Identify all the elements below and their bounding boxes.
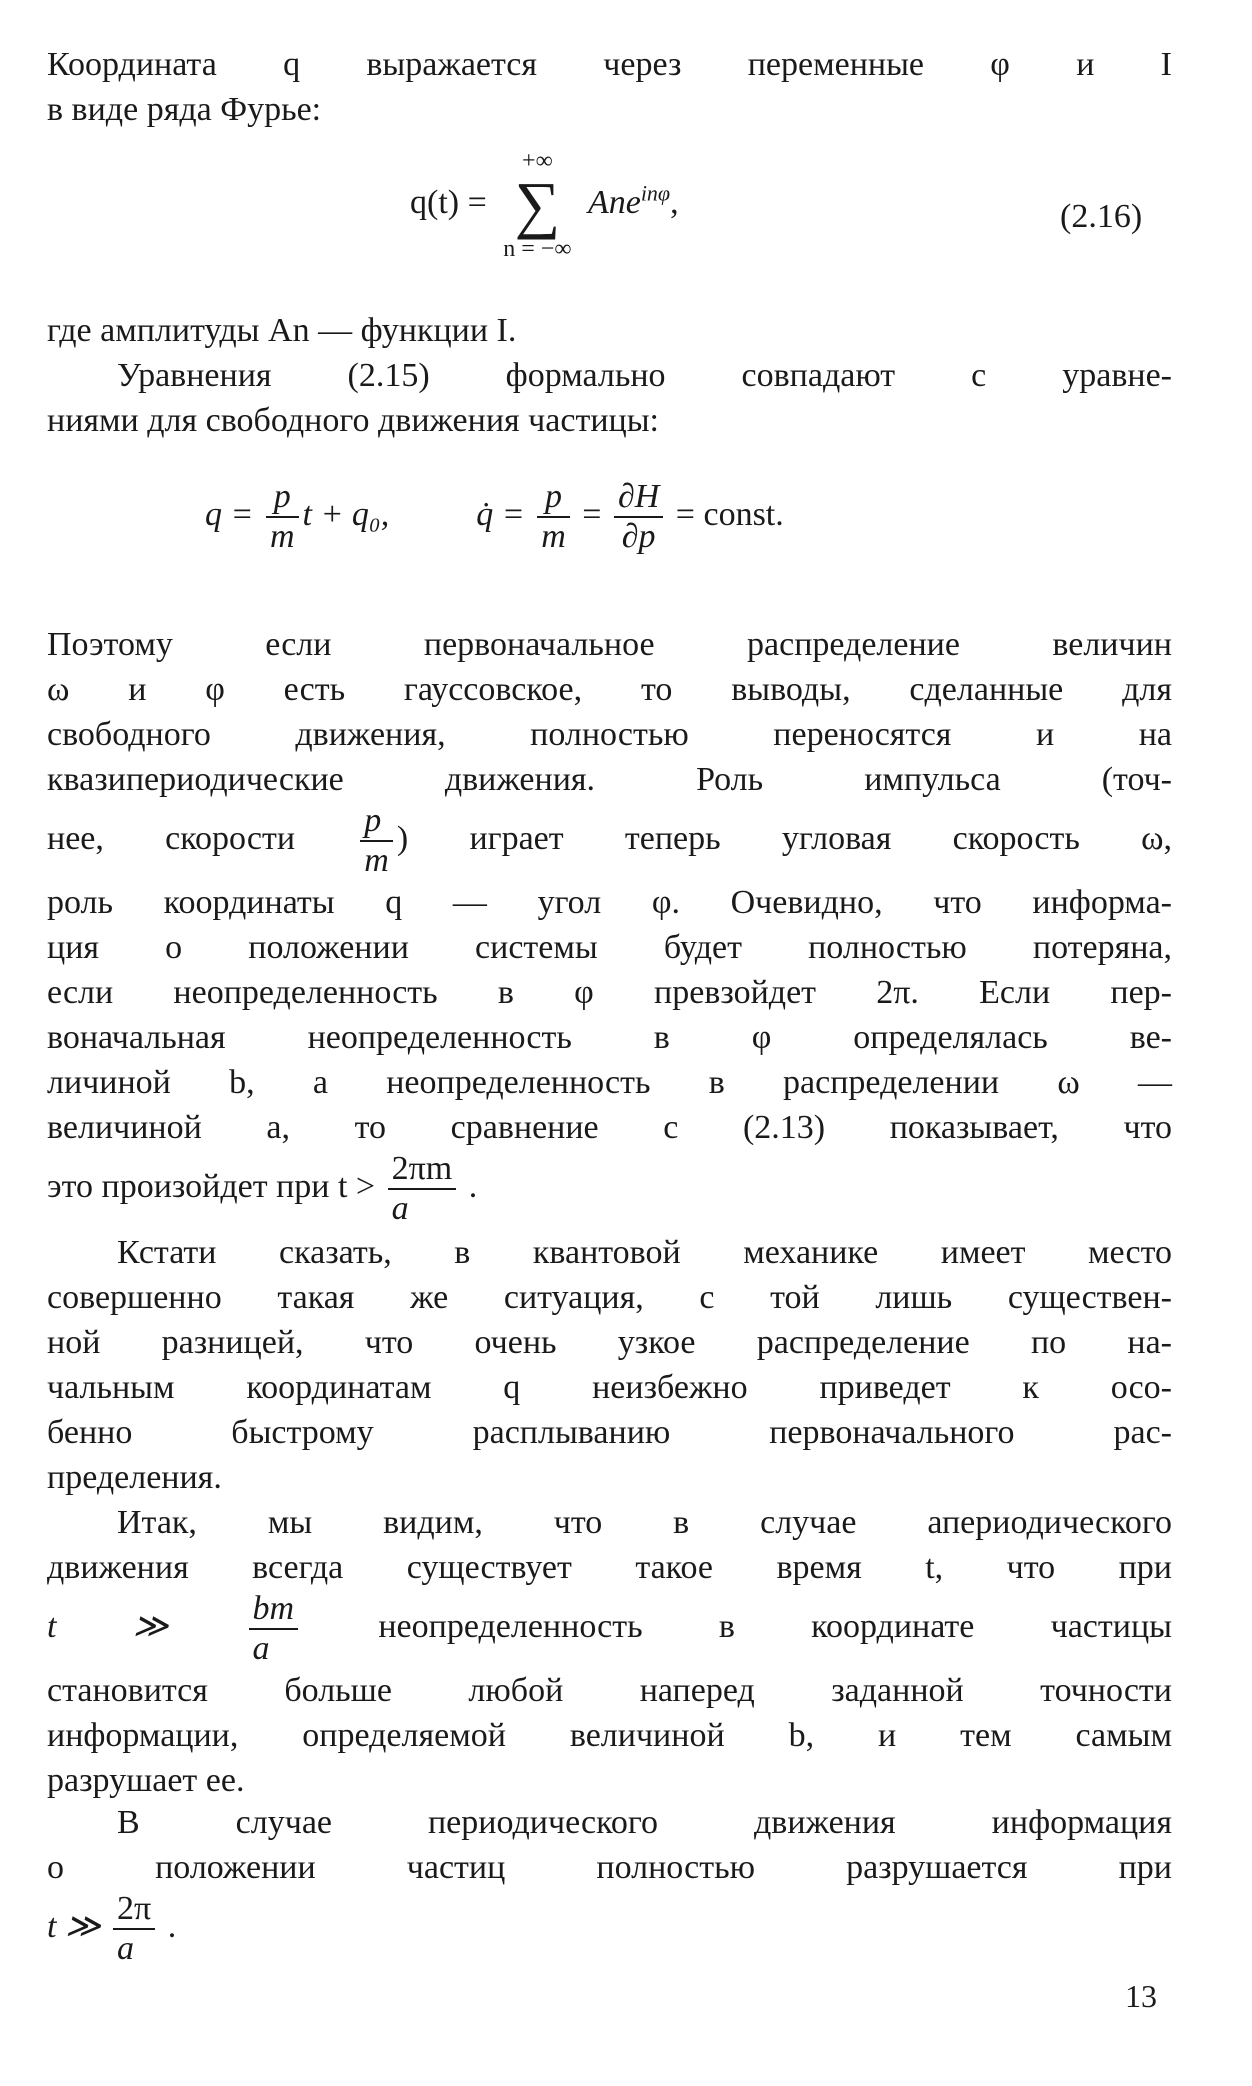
paragraph-quantum — [47, 1230, 1172, 1500]
text-line: роль координаты q — угол φ. Очевидно, что информа- — [47, 884, 1172, 921]
text-line: бенно быстрому расплыванию первоначального рас- — [47, 1414, 1172, 1451]
paragraph-aperiodic — [47, 1500, 1172, 1803]
text-line: t ≫ $\frac{2\pi}{a}$ . — [47, 1890, 177, 1967]
fraction: $\frac{p}{m}$ — [266, 478, 299, 556]
equation-label: (2.16) — [1060, 198, 1143, 235]
eq-part: = const. — [675, 495, 784, 533]
text-line: воначальная неопределенность в φ определялась ве- — [47, 1019, 1172, 1056]
eq-part: q = — [205, 495, 254, 533]
eq-comma: , — [670, 183, 679, 221]
paragraph-gaussian — [47, 622, 1172, 1228]
page-number: 13 — [1125, 1978, 1157, 2014]
eq-term: Ane — [587, 183, 641, 221]
text-line: о положении частиц полностью разрушается при — [47, 1849, 1172, 1886]
text-line: ной разницей, что очень узкое распределение по на- — [47, 1324, 1172, 1361]
text-line: нее, скорости $\frac{p}{m}$ ) играет теперь угловая скорость ω, — [47, 802, 1172, 879]
text-line: совершенно такая же ситуация, с той лишь существен- — [47, 1279, 1172, 1316]
text-line: Координата q выражается через переменные φ и I — [47, 46, 1172, 83]
sum-lower-limit: n = −∞ — [503, 236, 572, 262]
text-line: В случае периодического движения информация — [117, 1804, 1172, 1841]
text-line: чальным координатам q неизбежно приведет к осо- — [47, 1369, 1172, 1406]
fraction: $\frac{2\pi m}{a}$ — [388, 1150, 457, 1228]
text-line: в виде ряда Фурье: — [47, 91, 322, 128]
text-line: ω и φ есть гауссовское, то выводы, сделанные для — [47, 671, 1172, 708]
text-line: это произойдет при t > $\frac{2\pi m}{a}$ . — [47, 1150, 478, 1227]
text-line: где амплитуды An — функции I. — [47, 312, 517, 349]
eq-part: q̇ = — [476, 495, 525, 533]
text-line: t ≫ $\frac{bm}{a}$ неопределенность в координате частицы — [47, 1590, 1172, 1667]
fraction: $\frac{p}{m}$ — [537, 478, 570, 556]
eq-part: = — [582, 495, 602, 533]
eq-lhs: q(t) = — [410, 183, 487, 221]
equation-free-motion — [205, 478, 784, 556]
text-line: если неопределенность в φ превзойдет 2π. Если пер- — [47, 974, 1172, 1011]
eq-exponent: inφ — [640, 180, 671, 206]
text-line: величиной a, то сравнение с (2.13) показывает, что — [47, 1109, 1172, 1146]
text-line: становится больше любой наперед заданной точности — [47, 1672, 1172, 1709]
text-line: движения всегда существует такое время t, что при — [47, 1549, 1172, 1586]
text-line: ниями для свободного движения частицы: — [47, 402, 659, 439]
text-line: ция о положении системы будет полностью потеряна, — [47, 929, 1172, 966]
text-line: свободного движения, полностью переносятся и на — [47, 716, 1172, 753]
text-line: Уравнения (2.15) формально совпадают с уравне- — [117, 357, 1172, 394]
text-line: Итак, мы видим, что в случае апериодического — [117, 1504, 1172, 1541]
sum-upper-limit: +∞ — [522, 148, 553, 174]
equation-2-16 — [410, 148, 679, 262]
text-line: Поэтому если первоначальное распределение величин — [47, 626, 1172, 663]
summation — [503, 148, 571, 262]
fraction: $\frac{\partial H}{\partial p}$ — [614, 478, 663, 556]
paragraph-intro — [47, 42, 1172, 132]
text-line: личиной b, а неопределенность в распределении ω — — [47, 1064, 1172, 1101]
text-line: квазипериодические движения. Роль импульса (точ- — [47, 761, 1172, 798]
eq-part: t + q₀, — [302, 495, 390, 533]
sigma-symbol: ∑ — [514, 169, 561, 240]
text-line: Кстати сказать, в квантовой механике имеет место — [117, 1234, 1172, 1271]
fraction: $\frac{bm}{a}$ — [249, 1590, 299, 1668]
text-line: разрушает ее. — [47, 1762, 245, 1799]
fraction: $\frac{p}{m}$ — [360, 802, 393, 880]
text-line: пределения. — [47, 1459, 222, 1496]
text-line: информации, определяемой величиной b, и тем самым — [47, 1717, 1172, 1754]
paragraph-periodic — [47, 1800, 1172, 1968]
paragraph-equations — [47, 353, 1172, 443]
fraction: $\frac{2\pi}{a}$ — [113, 1890, 155, 1968]
paragraph-amplitudes — [47, 308, 1172, 353]
